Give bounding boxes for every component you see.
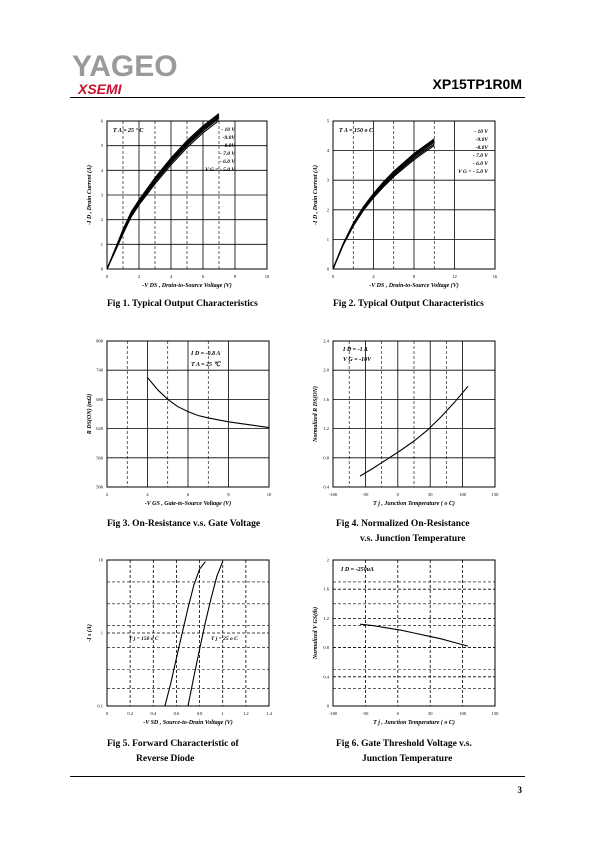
x-tick-label: 100 xyxy=(459,492,466,497)
y-tick-label: 3 xyxy=(326,177,329,183)
x-tick-label: 10 xyxy=(264,274,270,279)
y-tick-label: 2 xyxy=(326,207,329,213)
x-tick-label: 1.4 xyxy=(266,711,272,716)
chart-fig1 xyxy=(87,118,270,289)
y-axis-label: R DS(ON) (mΩ) xyxy=(87,393,93,435)
y-tick-label: 1 xyxy=(100,241,103,247)
legend-entry: - 6.0 V xyxy=(472,161,488,167)
series-line xyxy=(333,139,434,269)
caption-fig1: Fig 1. Typical Output Characteristics xyxy=(107,299,258,309)
series-line xyxy=(107,116,219,269)
legend-entry: - 7.0 V xyxy=(219,151,235,157)
y-axis-label: -I D , Drain Current (A) xyxy=(87,164,93,226)
series-line xyxy=(188,562,223,706)
x-axis-label: -V SD , Source-to-Drain Voltage (V) xyxy=(143,720,233,726)
x-tick-label: 6 xyxy=(186,492,190,497)
x-tick-label: 0.4 xyxy=(150,711,157,716)
x-tick-label: 4 xyxy=(372,274,375,279)
x-tick-label: 150 xyxy=(491,492,499,497)
y-tick-label: 5 xyxy=(326,118,329,124)
y-tick-label: 0.8 xyxy=(323,645,329,651)
x-tick-label: -100 xyxy=(328,492,338,497)
series-line xyxy=(333,142,434,269)
y-tick-label: 0 xyxy=(326,703,329,709)
legend-entry: - 10 V xyxy=(221,127,235,133)
x-tick-label: 4 xyxy=(146,492,149,497)
y-tick-label: 0 xyxy=(326,266,329,272)
footer-rule xyxy=(70,776,525,777)
caption-fig4: Fig 4. Normalized On-Resistance xyxy=(336,519,470,529)
series-label: T j = 25 o C xyxy=(211,636,238,642)
x-tick-label: 0 xyxy=(331,274,335,279)
x-tick-label: 0 xyxy=(396,711,399,716)
chart-fig6 xyxy=(313,557,499,726)
legend-entry: - 7.0 V xyxy=(472,153,488,159)
y-tick-label: 4 xyxy=(326,148,329,154)
x-tick-label: 6 xyxy=(201,274,205,279)
x-tick-label: 50 xyxy=(427,492,433,497)
x-tick-label: 0.6 xyxy=(173,711,180,716)
x-tick-label: 2 xyxy=(137,274,141,279)
y-tick-label: 6 xyxy=(100,118,103,124)
x-tick-label: 8 xyxy=(233,274,237,279)
y-tick-label: 2.0 xyxy=(323,367,329,373)
series-line xyxy=(107,117,219,269)
y-tick-label: 4 xyxy=(100,167,103,173)
chart-fig2 xyxy=(313,118,498,289)
chart-fig4 xyxy=(313,338,499,507)
y-tick-label: 0.8 xyxy=(323,455,329,461)
series-line xyxy=(107,115,219,269)
header-rule xyxy=(70,97,525,98)
y-tick-label: 2 xyxy=(100,217,103,223)
x-tick-label: 10 xyxy=(266,492,272,497)
chart-annotation: T A = 25 ° C xyxy=(113,128,144,134)
series-line xyxy=(360,624,468,646)
legend-entry: - 10 V xyxy=(474,129,488,135)
series-line xyxy=(107,114,219,269)
legend-entry: -9.0V xyxy=(475,137,488,143)
series-line xyxy=(333,144,434,269)
x-tick-label: -100 xyxy=(328,711,338,716)
x-tick-label: 1.2 xyxy=(243,711,249,716)
part-number: XP15TP1R0M xyxy=(432,76,522,92)
caption-fig2: Fig 2. Typical Output Characteristics xyxy=(333,299,484,309)
y-tick-label: 2.4 xyxy=(323,338,329,344)
x-tick-label: 0 xyxy=(396,492,399,497)
x-tick-label: 50 xyxy=(427,711,433,716)
chart-annotation: I D = -250uA xyxy=(341,567,374,573)
x-axis-label: -V DS , Drain-to-Source Voltage (V) xyxy=(369,283,459,289)
legend-entry: V G = - 5.0 V xyxy=(205,167,235,173)
chart-annotation: I D = -0.8 A xyxy=(191,351,221,357)
chart-fig3 xyxy=(87,338,272,507)
y-tick-label: 1 xyxy=(326,236,329,242)
legend-entry: -8.0V xyxy=(475,145,488,151)
y-axis-label: Normalized V GS(th) xyxy=(313,606,319,660)
x-axis-label: T j , Junction Temperature ( o C) xyxy=(373,720,455,726)
series-line xyxy=(165,562,206,706)
series-line xyxy=(333,140,434,269)
legend-entry: -9.0V xyxy=(222,135,235,141)
caption-fig6-line2: Junction Temperature xyxy=(362,754,453,764)
x-axis-label: -V DS , Drain-to-Source Voltage (V) xyxy=(142,283,232,289)
x-axis-label: T j , Junction Temperature ( o C) xyxy=(373,501,455,507)
x-tick-label: 0.2 xyxy=(127,711,133,716)
y-tick-label: 1.2 xyxy=(323,426,329,432)
y-axis-label: -I s (A) xyxy=(87,624,93,642)
y-tick-label: 680 xyxy=(96,396,103,402)
y-tick-label: 5 xyxy=(100,143,103,149)
caption-fig4-line2: v.s. Junction Temperature xyxy=(360,534,466,544)
logo-xsemi-text: XSEMI xyxy=(78,81,122,97)
y-tick-label: 0.4 xyxy=(323,674,329,680)
chart-annotation: I D = -1 A xyxy=(343,347,368,353)
x-tick-label: 100 xyxy=(459,711,466,716)
legend-entry: - 6.0 V xyxy=(219,159,235,165)
series-label: T j = 150 o C xyxy=(129,636,159,642)
x-tick-label: 8 xyxy=(227,492,230,497)
y-tick-label: 740 xyxy=(96,367,103,373)
y-tick-label: 1.6 xyxy=(323,396,329,402)
x-tick-label: 0 xyxy=(105,711,109,716)
y-tick-label: 0.4 xyxy=(323,484,329,490)
y-tick-label: 3 xyxy=(100,192,103,198)
y-tick-label: 500 xyxy=(96,484,103,490)
legend-entry: -8.0V xyxy=(222,143,235,149)
y-tick-label: 560 xyxy=(96,455,103,461)
y-tick-label: 0 xyxy=(100,266,103,272)
page-number: 3 xyxy=(517,785,522,795)
x-tick-label: 4 xyxy=(169,274,173,279)
y-axis-label: Normalized R DS(ON) xyxy=(313,385,319,443)
x-tick-label: 12 xyxy=(452,274,457,279)
series-line xyxy=(333,146,434,269)
y-tick-label: 620 xyxy=(96,426,103,432)
x-tick-label: 1 xyxy=(221,711,224,716)
x-tick-label: -50 xyxy=(362,492,369,497)
chart-annotation: T A = 150 o C xyxy=(339,128,374,134)
caption-fig5-line2: Reverse Diode xyxy=(136,754,195,764)
caption-fig6: Fig 6. Gate Threshold Voltage v.s. xyxy=(336,739,472,749)
y-tick-label: 10 xyxy=(98,557,103,563)
y-tick-label: 1.6 xyxy=(323,586,329,592)
chart-fig5 xyxy=(87,557,272,726)
y-tick-label: 800 xyxy=(96,338,103,344)
chart-annotation-2: V G = -10V xyxy=(343,357,372,363)
x-tick-label: 150 xyxy=(491,711,499,716)
x-tick-label: 0.8 xyxy=(196,711,203,716)
x-tick-label: 16 xyxy=(492,274,498,279)
y-tick-label: 0.1 xyxy=(97,703,103,709)
caption-fig3: Fig 3. On-Resistance v.s. Gate Voltage xyxy=(107,519,261,529)
y-axis-label: -I D , Drain Current (A) xyxy=(313,164,319,226)
yageo-logo xyxy=(72,52,178,96)
caption-fig5: Fig 5. Forward Characteristic of xyxy=(107,739,239,749)
y-tick-label: 1.2 xyxy=(323,615,329,621)
x-tick-label: 8 xyxy=(412,274,416,279)
y-tick-label: 2 xyxy=(326,557,329,563)
legend-entry: V G = - 5.0 V xyxy=(458,169,488,175)
series-line xyxy=(107,119,219,270)
logo-yageo-text: YAGEO xyxy=(72,50,178,83)
x-axis-label: -V GS , Gate-to-Source Voltage (V) xyxy=(144,501,232,507)
y-tick-label: 1 xyxy=(100,630,103,636)
series-line xyxy=(333,141,434,269)
chart-annotation-2: T A = 25 ℃ xyxy=(191,362,221,368)
x-tick-label: 2 xyxy=(105,492,109,497)
x-tick-label: -50 xyxy=(362,711,369,716)
x-tick-label: 0 xyxy=(105,274,109,279)
